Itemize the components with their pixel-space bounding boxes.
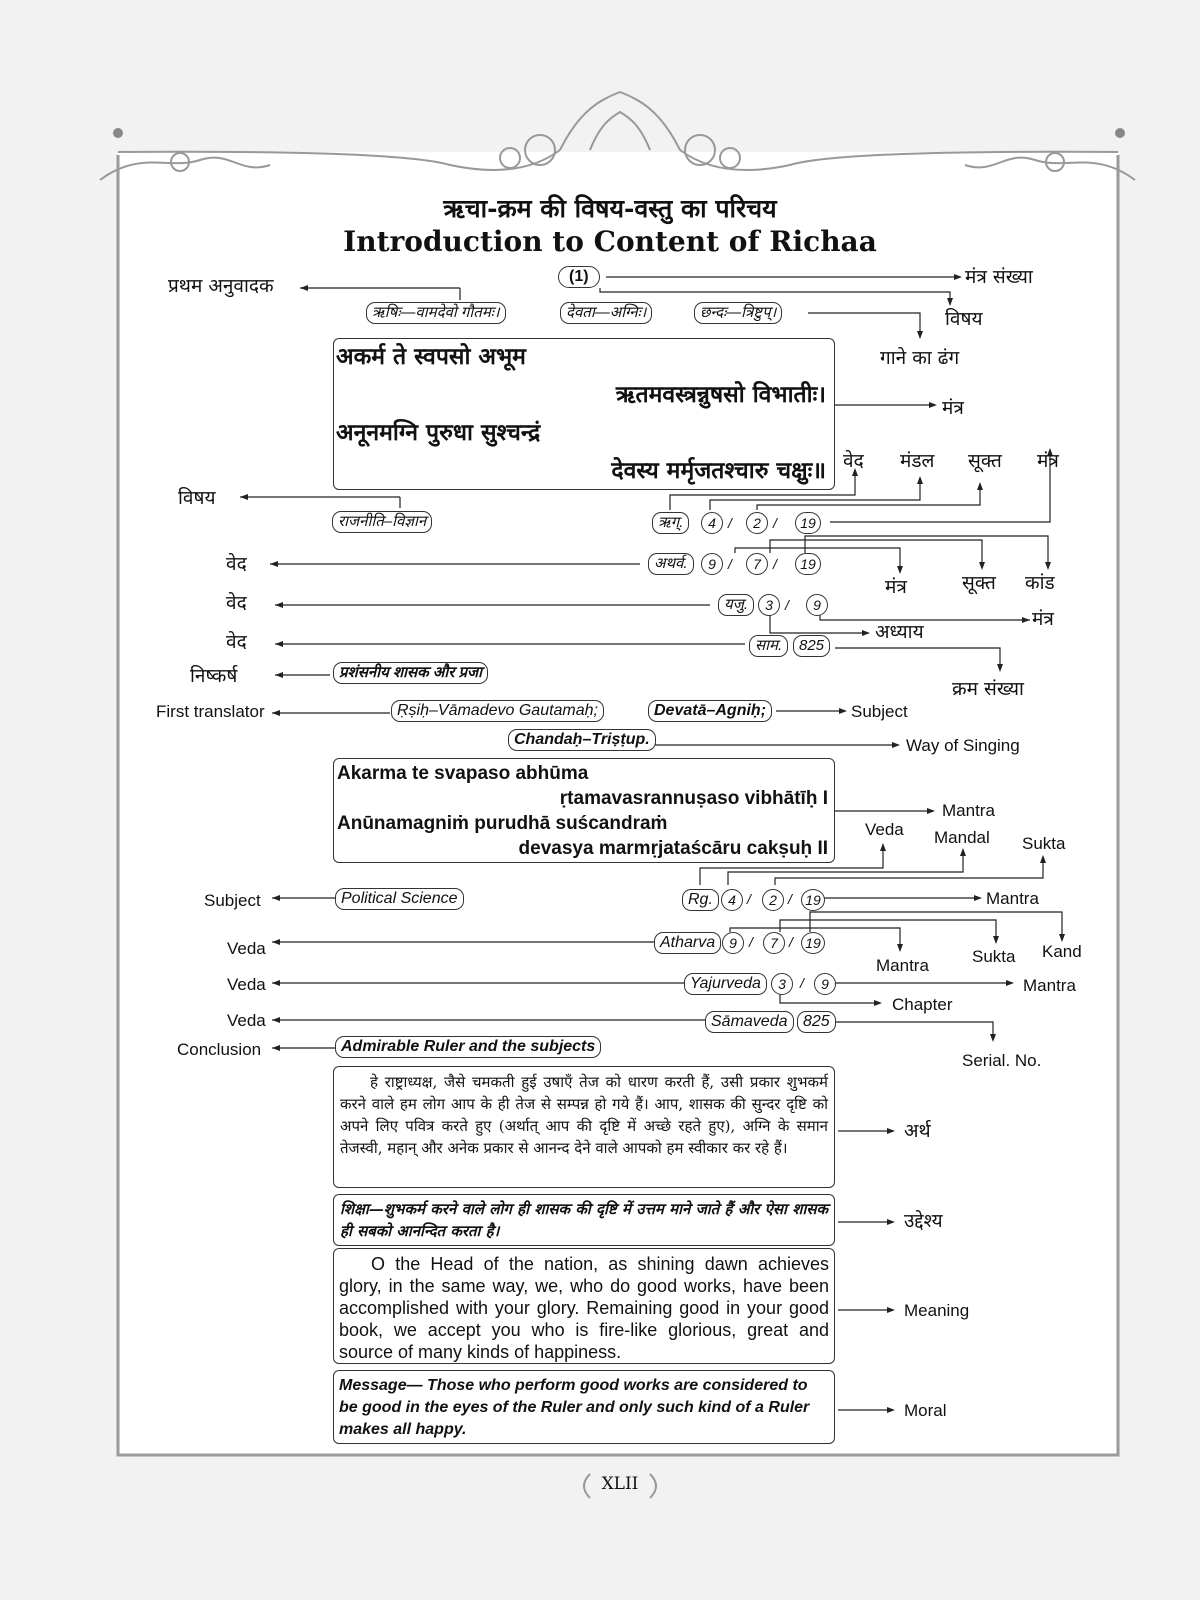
title-english: Introduction to Content of Richaa	[343, 225, 877, 258]
rig-num-1: 4	[701, 512, 723, 534]
slash: /	[788, 891, 792, 907]
moral-box	[333, 1370, 835, 1444]
rishi-pill-english: Ṛṣiḥ–Vāmadevo Gautamaḥ;	[391, 700, 604, 722]
verse-line-3: अनूनमग्नि पुरुधा सुश्चन्द्रं	[336, 419, 541, 446]
veda-label-1: Veda	[227, 939, 266, 958]
chapter-label: Chapter	[892, 995, 953, 1014]
veda-label-3: Veda	[227, 1011, 266, 1030]
devata-pill-hindi: देवता—अग्निः।	[560, 302, 652, 324]
atharv-num-3: 19	[795, 553, 821, 575]
yajurveda-pill: Yajurveda	[684, 973, 767, 995]
subject-label: Subject	[204, 891, 261, 910]
ved-label-2: वेद	[226, 592, 247, 614]
first-translator-hindi: प्रथम अनुवादक	[168, 275, 274, 297]
conclusion-pill-hindi: प्रशंसनीय शासक और प्रजा	[333, 662, 488, 684]
yaju-num-1: 3	[758, 594, 780, 616]
yaju-num-1-english: 3	[771, 973, 793, 995]
vishay-label: विषय	[945, 308, 983, 330]
atharv-pill: अथर्व.	[648, 553, 694, 575]
verse-line-1: अकर्म ते स्वपसो अभूम	[336, 343, 526, 370]
way-of-singing-label: Way of Singing	[906, 736, 1020, 755]
rg-num-3: 19	[801, 889, 825, 911]
mantra-label-english: Mantra	[942, 801, 995, 820]
message-text: Those who perform good works are considered to be good in the eyes of the Ruler and only such kind of a Ruler makes all happy.	[339, 1377, 810, 1438]
mantra-sankhya-label: मंत्र संख्या	[965, 266, 1033, 288]
atharva-sukta-label: Sukta	[972, 947, 1016, 966]
kand-label-english: Kand	[1042, 942, 1082, 961]
gaane-ka-dhang-label: गाने का ढंग	[880, 347, 960, 369]
uddeshya-label: उद्देश्य	[904, 1210, 943, 1232]
atharva-mantra-label: Mantra	[876, 956, 929, 975]
mantra-header: मंत्र	[1037, 450, 1059, 472]
english-meaning-box: O the Head of the nation, as shining dawn achieves glory, in the same way, we, who do good works, have been accomplished with your glory. Remaining good in your good book, we accept you who is fire-like glorious, great and source of many kinds of happiness.	[333, 1248, 835, 1364]
moral-label: Moral	[904, 1401, 947, 1420]
kand-label: कांड	[1025, 572, 1055, 594]
sukta-header: Sukta	[1022, 834, 1066, 853]
nishkarsh-label: निष्कर्ष	[190, 665, 238, 687]
english-verse-line-3: Anūnamagniṁ purudhā suścandraṁ	[337, 813, 668, 834]
hindi-meaning-box: हे राष्ट्राध्यक्ष, जैसे चमकती हुई उषाएँ तेज को धारण करती हैं, उसी प्रकार शुभकर्म करने वाले हम लोग आप के ही तेज से सम्पन्न हो गये हैं। आप, शासक की सुन्दर दृष्टि को अपने लिए पवित्र करते हुए (अर्थात् आप की दृष्टि में अच्छे रहते हुए), अग्नि के समान तेजस्वी, महान् और अनेक प्रकार से आनन्द देने वाले आपको हम स्वीकार कर रहे हैं।	[333, 1066, 835, 1188]
first-translator-label: First translator	[156, 702, 265, 721]
rig-num-2: 2	[746, 512, 768, 534]
yaju-mantra-label-english: Mantra	[1023, 976, 1076, 995]
slash: /	[728, 556, 732, 572]
atharva-num-1: 9	[722, 932, 744, 954]
ornament-dot-left	[113, 128, 123, 138]
english-verse-line-2: ṛtamavasrannuṣaso vibhātīḥ I	[559, 788, 828, 809]
message-prefix: Message—	[339, 1377, 423, 1394]
slash: /	[800, 975, 804, 991]
atharv-mantra-label: मंत्र	[885, 576, 907, 598]
page-number: XLII	[601, 1474, 639, 1494]
mandal-header-english: Mandal	[934, 828, 990, 847]
rg-num-2: 2	[762, 889, 784, 911]
title-hindi: ऋचा-क्रम की विषय-वस्तु का परिचय	[443, 194, 777, 223]
mantra-number-badge: (1)	[558, 266, 600, 288]
mandal-header: मंडल	[900, 450, 935, 472]
chhanda-pill-hindi: छन्दः—त्रिष्टुप्।	[694, 302, 782, 324]
sukt-header: सूक्त	[968, 450, 1002, 472]
ornament-dot-right	[1115, 128, 1125, 138]
subject-pill-hindi: राजनीति–विज्ञान	[332, 511, 432, 533]
slash: /	[789, 934, 793, 950]
slash: /	[773, 556, 777, 572]
atharv-num-2: 7	[746, 553, 768, 575]
vishay-left-label: विषय	[178, 487, 216, 509]
rishi-pill-hindi: ऋषिः—वामदेवो गौतमः।	[366, 302, 506, 324]
rig-num-3: 19	[795, 512, 821, 534]
ved-label-1: वेद	[226, 553, 247, 575]
meaning-label: Meaning	[904, 1301, 970, 1320]
slash: /	[728, 515, 732, 531]
kram-sankhya-label: क्रम संख्या	[952, 678, 1024, 700]
slash: /	[749, 934, 753, 950]
rg-pill: Rg.	[682, 889, 719, 911]
devata-pill-english: Devatā–Agniḥ;	[648, 700, 772, 722]
rg-mantra-label: Mantra	[986, 889, 1039, 908]
sam-number-pill-english: 825	[797, 1011, 836, 1033]
slash: /	[773, 515, 777, 531]
english-verse-box	[333, 758, 835, 863]
rg-num-1: 4	[721, 889, 743, 911]
adhyay-label: अध्याय	[875, 621, 924, 643]
yaju-pill: यजु.	[718, 594, 754, 616]
slash: /	[747, 891, 751, 907]
ved-header: वेद	[843, 450, 864, 472]
veda-header: Veda	[865, 820, 904, 839]
artha-label: अर्थ	[904, 1120, 931, 1142]
conclusion-pill-english: Admirable Ruler and the subjects	[335, 1036, 601, 1058]
mantra-label-hindi: मंत्र	[942, 397, 964, 419]
conclusion-label: Conclusion	[177, 1040, 262, 1059]
samaveda-pill: Sāmaveda	[705, 1011, 794, 1033]
atharva-num-3: 19	[801, 932, 825, 954]
atharv-sukt-label: सूक्त	[962, 572, 996, 594]
atharv-num-1: 9	[701, 553, 723, 575]
ved-label-3: वेद	[226, 631, 247, 653]
rig-pill: ऋग्.	[652, 512, 689, 534]
yaju-num-2-english: 9	[814, 973, 836, 995]
slash: /	[785, 597, 789, 613]
atharva-pill: Atharva	[654, 932, 721, 954]
verse-line-2: ऋतमवस्त्रन्नुषसो विभातीः।	[615, 381, 826, 408]
english-verse-line-4: devasya marmṛjataścāru cakṣuḥ II	[518, 838, 828, 859]
sam-number-pill: 825	[793, 635, 830, 657]
chandah-pill: Chandaḥ–Triṣṭup.	[508, 729, 656, 751]
subject-label-top: Subject	[851, 702, 908, 721]
hindi-verse-box	[333, 338, 835, 490]
sam-pill: साम.	[749, 635, 788, 657]
verse-line-4: देवस्य मर्मृजतश्चारु चक्षुः॥	[611, 457, 826, 484]
subject-pill-english: Political Science	[335, 888, 464, 910]
serial-no-label: Serial. No.	[962, 1051, 1042, 1070]
english-verse-line-1: Akarma te svapaso abhūma	[337, 763, 589, 784]
yaju-num-2: 9	[806, 594, 828, 616]
hindi-purpose-box: शिक्षा—शुभकर्म करने वाले लोग ही शासक की दृष्टि में उत्तम माने जाते हैं और ऐसा शासक ही सबको आनन्दित करता है।	[333, 1194, 835, 1246]
atharva-num-2: 7	[763, 932, 785, 954]
veda-label-2: Veda	[227, 975, 266, 994]
yaju-mantra-label: मंत्र	[1032, 608, 1054, 630]
